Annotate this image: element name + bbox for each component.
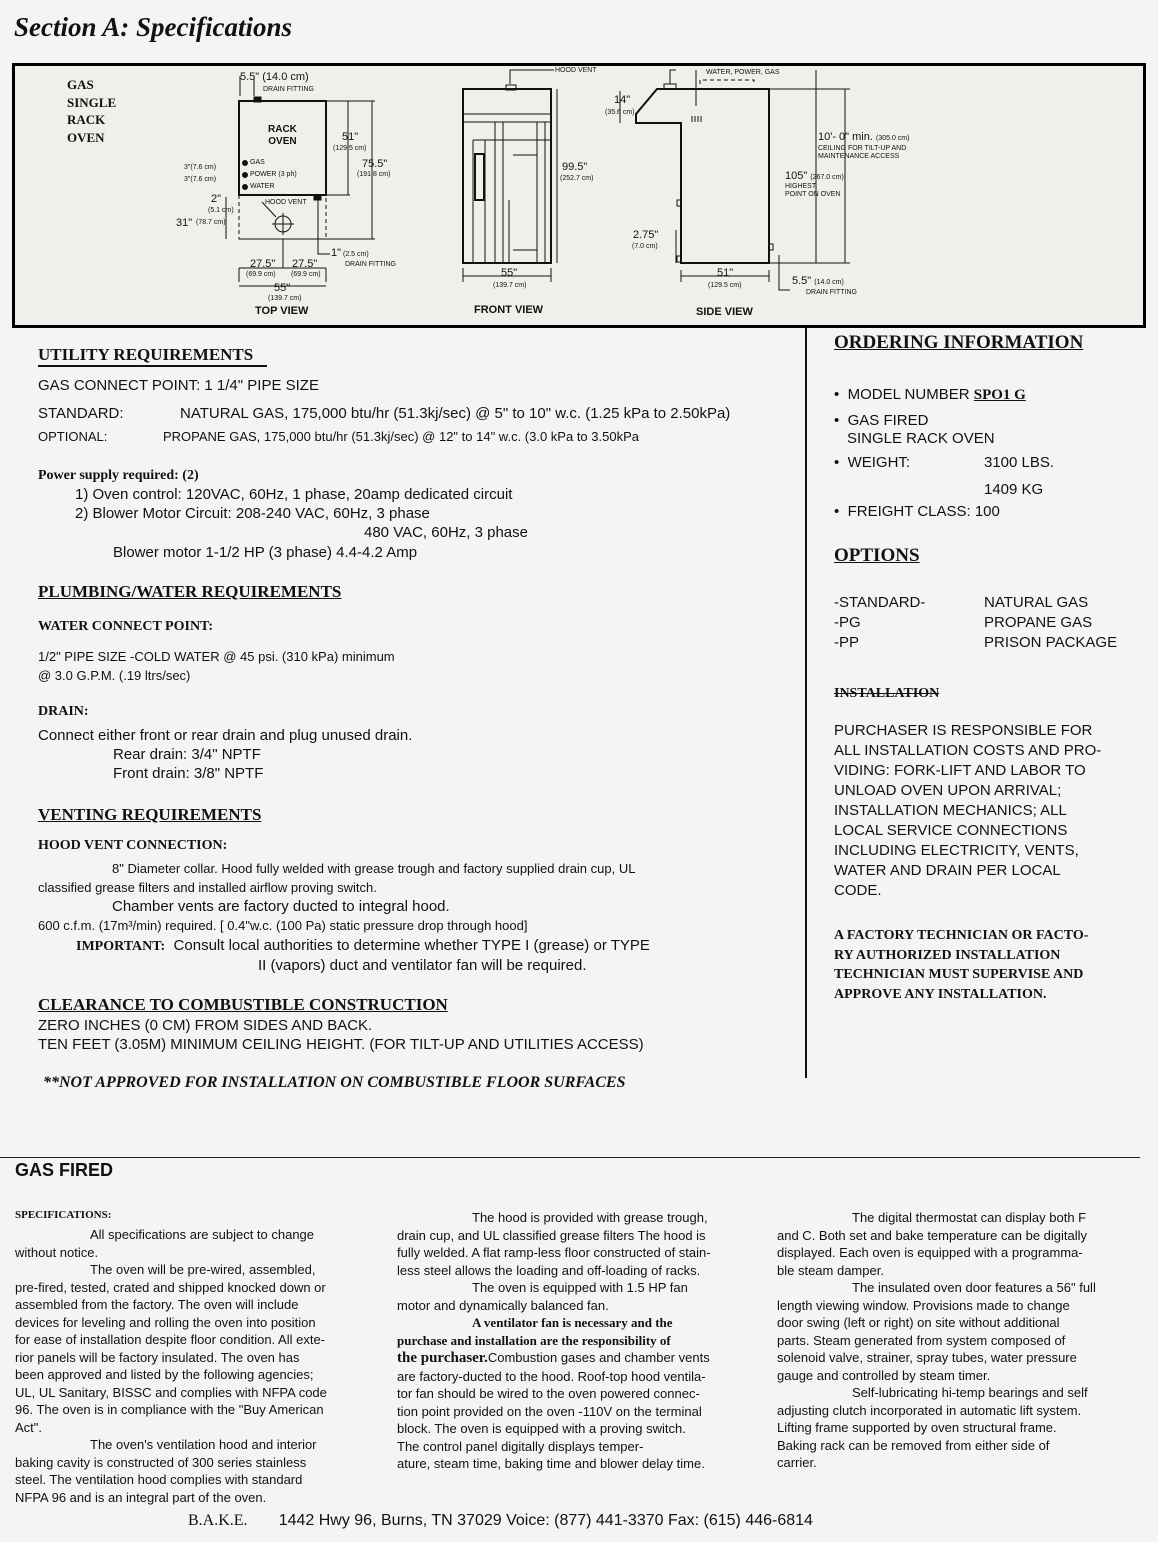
paragraph-line: NFPA 96 and is an integral part of the oven. [15, 1489, 267, 1505]
dim-75-cm: (191.8 cm) [357, 171, 391, 178]
type-line-1: GAS FIRED [847, 412, 929, 429]
dim-51-cm: (129.5 cm) [333, 145, 367, 152]
optional-label: OPTIONAL: [38, 429, 108, 444]
installation-line: INCLUDING ELECTRICITY, VENTS, [834, 842, 1079, 859]
dim-27a-cm: (69.9 cm) [246, 271, 276, 278]
venting-line: Chamber vents are factory ducted to integral hood. [112, 898, 450, 915]
options-heading: OPTIONS [834, 545, 920, 566]
gas-fired-column-2 [397, 1209, 711, 1473]
paragraph-line: fully welded. A flat ramp-less floor constructed of stain- [397, 1245, 711, 1260]
paragraph-line [397, 1349, 711, 1368]
label-line: OVEN [268, 136, 297, 147]
paragraph-line: length viewing window. Provisions made to change [777, 1297, 1070, 1313]
paragraph-line: gauge and controlled by steam timer. [777, 1367, 991, 1383]
drain-line: Connect either front or rear drain and plug unused drain. [38, 727, 413, 744]
installation-line: ALL INSTALLATION COSTS AND PRO- [834, 742, 1102, 759]
notice-line: TECHNICIAN MUST SUPERVISE AND [834, 967, 1084, 982]
label-side-drain: DRAIN FITTING [806, 289, 857, 296]
power-line: 1) Oven control: 120VAC, 60Hz, 1 phase, 20amp dedicated circuit [75, 486, 513, 503]
paragraph-line: rior panels will be factory insulated. The oven has [15, 1349, 300, 1365]
paragraph-line: solenoid valve, strainer, spray tubes, water pressure [777, 1350, 1077, 1365]
option-code: -PP [834, 634, 860, 651]
label-highest-2: POINT ON OVEN [785, 191, 841, 198]
paragraph-line: The oven will be pre-wired, assembled, [90, 1262, 316, 1277]
type-line-2: SINGLE RACK OVEN [847, 430, 995, 447]
label-rack-oven [268, 124, 297, 148]
type-line: • GAS FIRED [834, 412, 929, 429]
dim-27b-cm: (69.9 cm) [291, 271, 321, 278]
paragraph-line: UL, UL Sanitary, BISSC and complies with NFPA code [15, 1384, 327, 1400]
model-value: SPO1 G [973, 387, 1026, 403]
paragraph-line: been approved and listed by the following agencies; [15, 1367, 314, 1382]
dim-3a: 3"(7.6 cm) [184, 164, 217, 171]
label-top-view: TOP VIEW [255, 305, 309, 317]
dim-front-55-cm: (139.7 cm) [493, 282, 527, 289]
specifications-heading: SPECIFICATIONS: [15, 1209, 112, 1221]
dim-2-cm: (5.1 cm) [208, 207, 234, 214]
water-heading: WATER CONNECT POINT: [38, 619, 214, 634]
paragraph-line: All specifications are subject to change [90, 1227, 315, 1242]
dim-14-cm: (35.6 cm) [605, 109, 635, 116]
dim-105-cm: (267.0 cm) [810, 174, 844, 181]
paragraph-line: The insulated oven door features a 56" full [852, 1280, 1096, 1295]
dim-31-cm: (78.7 cm) [196, 219, 226, 226]
paragraph-line: Act". [15, 1419, 43, 1435]
page-title: Section A: Specifications [14, 12, 292, 42]
paragraph-line: carrier. [777, 1455, 817, 1470]
dim-99-cm: (252.7 cm) [560, 175, 594, 182]
product-label-line: GAS [67, 77, 94, 92]
dim-75: 75.5" [362, 158, 388, 170]
paragraph-line: and C. Both set and bake temperature can be digitally [777, 1227, 1088, 1243]
dim-55: 55" [274, 282, 291, 294]
dim-ceiling [818, 131, 909, 145]
label-ceiling-2: MAINTENANCE ACCESS [818, 153, 900, 160]
dim-side-drain-cm: (14.0 cm) [814, 279, 844, 286]
ordering-heading: ORDERING INFORMATION [834, 332, 1084, 353]
gas-fired-heading: GAS FIRED [15, 1160, 114, 1180]
installation-line: LOCAL SERVICE CONNECTIONS [834, 822, 1068, 839]
clearance-heading: CLEARANCE TO COMBUSTIBLE CONSTRUCTION [38, 995, 448, 1014]
option-desc: PRISON PACKAGE [984, 634, 1118, 651]
paragraph-line: baking cavity is constructed of 300 series stainless [15, 1454, 307, 1470]
dim-1: 1" [331, 247, 342, 259]
venting-heading: VENTING REQUIREMENTS [38, 805, 262, 824]
paragraph-line: without notice. [15, 1244, 99, 1260]
notice-line: RY AUTHORIZED INSTALLATION [834, 947, 1061, 963]
drain-heading: DRAIN: [38, 704, 89, 719]
notice-line: A FACTORY TECHNICIAN OR FACTO- [834, 928, 1089, 943]
paragraph-line: tor fan should be wired to the oven powered connec- [397, 1386, 700, 1401]
paragraph-line: drain cup, and UL classified grease filters The hood is [397, 1227, 706, 1243]
power-line: 480 VAC, 60Hz, 3 phase [364, 524, 528, 541]
label-gas: GAS [250, 159, 265, 166]
dim-105-value: 105" [785, 170, 808, 182]
power-heading: Power supply required: (2) [38, 468, 199, 483]
gas-fired-column-1 [15, 1226, 327, 1506]
clearance-line: ZERO INCHES (0 CM) FROM SIDES AND BACK. [38, 1017, 373, 1034]
label-hood-vent-front: HOOD VENT [555, 67, 597, 74]
bold-text: the purchaser. [397, 1350, 488, 1366]
option-desc: NATURAL GAS [984, 594, 1089, 611]
option-code: -PG [834, 614, 861, 631]
paragraph-line: displayed. Each oven is equipped with a programma- [777, 1245, 1083, 1260]
power-line: 2) Blower Motor Circuit: 208-240 VAC, 60Hz, 3 phase [75, 505, 430, 522]
paragraph-line: Self-lubricating hi-temp bearings and self [852, 1385, 1088, 1400]
label-highest-1: HIGHEST [785, 183, 817, 190]
model-label: MODEL NUMBER [847, 386, 970, 403]
power-line: Blower motor 1-1/2 HP (3 phase) 4.4-4.2 Amp [113, 544, 418, 561]
dim-55-cm: (139.7 cm) [268, 295, 302, 302]
important-note [76, 937, 650, 955]
paragraph-line: are factory-ducted to the hood. Roof-top hood ventila- [397, 1368, 706, 1384]
label-front-view: FRONT VIEW [474, 304, 544, 316]
water-line: 1/2" PIPE SIZE -COLD WATER @ 45 psi. (310 kPa) minimum [38, 649, 395, 664]
weight-label: WEIGHT: [847, 454, 911, 471]
paragraph-line: Baking rack can be removed from either side of [777, 1437, 1050, 1453]
label-utilities: WATER, POWER, GAS [706, 69, 780, 76]
dim-31: 31" [176, 217, 193, 229]
paragraph-line: less steel allows the loading and off-loading of racks. [397, 1262, 701, 1278]
paragraph-line: adjusting clutch incorporated in automatic lift system. [777, 1402, 1082, 1418]
paragraph-text: Combustion gases and chamber vents [487, 1350, 710, 1365]
product-label [67, 76, 116, 146]
installation-heading: INSTALLATION [834, 686, 940, 701]
clearance-line: TEN FEET (3.05M) MINIMUM CEILING HEIGHT. (FOR TILT-UP AND UTILITIES ACCESS) [38, 1036, 644, 1053]
paragraph-line: ble steam damper. [777, 1262, 884, 1278]
dim-105 [785, 170, 844, 184]
installation-text [834, 721, 1101, 901]
drain-line: Rear drain: 3/4" NPTF [113, 746, 261, 763]
column-divider [805, 327, 807, 1078]
dim-ceiling-cm: (305.0 cm) [875, 135, 910, 142]
installation-line: PURCHASER IS RESPONSIBLE FOR [834, 722, 1093, 739]
freight-text: FREIGHT CLASS: 100 [847, 503, 1000, 520]
footer-company: B.A.K.E. [188, 1512, 248, 1529]
front-view-oven-outline [463, 89, 551, 263]
dim-275: 2.75" [633, 229, 659, 241]
paragraph-line: motor and dynamically balanced fan. [397, 1297, 609, 1313]
paragraph-line: The oven is equipped with 1.5 HP fan [472, 1280, 688, 1295]
gas-connect-point: GAS CONNECT POINT: 1 1/4" PIPE SIZE [38, 377, 319, 394]
paragraph-line: The control panel digitally displays temper- [397, 1438, 644, 1454]
product-label-line: OVEN [67, 129, 105, 145]
dim-side-51: 51" [717, 267, 734, 279]
dim-side-drain [792, 275, 844, 289]
paragraph-line: door swing (left or right) on site without additional [777, 1315, 1060, 1330]
label-line: RACK [268, 124, 297, 135]
paragraph-line: The oven's ventilation hood and interior [90, 1437, 317, 1452]
paragraph-line: Lifting frame supported by oven structural frame. [777, 1420, 1057, 1435]
paragraph-line: The hood is provided with grease trough, [472, 1210, 708, 1225]
dim-ceiling-value: 10'- 0" min. [818, 131, 873, 143]
paragraph-line: parts. Steam generated from system composed of [777, 1332, 1066, 1348]
dim-side-drain-value: 5.5" [792, 275, 812, 287]
installation-line: VIDING: FORK-LIFT AND LABOR TO [834, 762, 1086, 779]
paragraph-line: assembled from the factory. The oven will include [15, 1297, 299, 1312]
optional-value: PROPANE GAS, 175,000 btu/hr (51.3kj/sec) @ 12" to 14" w.c. (3.0 kPa to 3.50kPa [163, 429, 639, 444]
combustible-floor-warning: **NOT APPROVED FOR INSTALLATION ON COMBUSTIBLE FLOOR SURFACES [43, 1074, 626, 1091]
top-view-oven-outline [239, 101, 326, 195]
paragraph-line: pre-fired, tested, crated and shipped knocked down or [15, 1279, 326, 1295]
label-drain-fitting-bottom: DRAIN FITTING [345, 261, 396, 268]
freight-class: • FREIGHT CLASS: 100 [834, 503, 1000, 520]
weight: • WEIGHT: [834, 454, 911, 471]
paragraph-line: ature, steam time, baking time and blower delay time. [397, 1456, 705, 1471]
hood-vent-heading: HOOD VENT CONNECTION: [38, 838, 228, 853]
paragraph-line: purchase and installation are the responsibility of [397, 1332, 671, 1348]
product-label-line: SINGLE [67, 94, 117, 110]
utility-heading: UTILITY REQUIREMENTS [38, 345, 267, 367]
paragraph-line: 96. The oven is in compliance with the "Buy American [15, 1402, 324, 1417]
paragraph-line: block. The oven is equipped with a proving switch. [397, 1421, 686, 1436]
paragraph-line: devices for leveling and rolling the oven into position [15, 1314, 316, 1330]
standard-value: NATURAL GAS, 175,000 btu/hr (51.3kj/sec) @ 5" to 10" w.c. (1.25 kPa to 2.50kPa) [180, 405, 731, 422]
plumbing-heading: PLUMBING/WATER REQUIREMENTS [38, 582, 342, 601]
dim-27b: 27.5" [292, 258, 318, 270]
standard-label: STANDARD: [38, 405, 124, 422]
installation-line: CODE. [834, 882, 882, 899]
dim-27a: 27.5" [250, 258, 276, 270]
paragraph-line: steel. The ventilation hood complies with standard [15, 1472, 303, 1487]
product-label-line: RACK [67, 112, 106, 127]
dim-drain-top: 5.5" (14.0 cm) [240, 71, 309, 83]
venting-line: classified grease filters and installed airflow proving switch. [38, 880, 377, 895]
dim-side-51-cm: (129.5 cm) [708, 282, 742, 289]
weight-lbs: 3100 LBS. [984, 454, 1055, 471]
label-ceiling-1: CEILING FOR TILT-UP AND [818, 145, 907, 152]
label-water: WATER [250, 183, 275, 190]
option-desc: PROPANE GAS [984, 614, 1093, 631]
label-hood-vent: HOOD VENT [265, 199, 307, 206]
dim-front-55: 55" [501, 267, 518, 279]
label-drain-fitting: DRAIN FITTING [263, 86, 314, 93]
dim-2: 2" [211, 193, 222, 205]
installation-notice [834, 926, 1088, 1004]
dim-1-cm: (2.5 cm) [343, 251, 369, 258]
footer-address: 1442 Hwy 96, Burns, TN 37029 Voice: (877) 441-3370 Fax: (615) 446-6814 [278, 1512, 813, 1529]
venting-line: 600 c.f.m. (17m³/min) required. [ 0.4"w.c. (100 Pa) static pressure drop through hood] [38, 918, 528, 933]
drain-line: Front drain: 3/8" NPTF [113, 765, 264, 782]
option-code: -STANDARD- [834, 594, 926, 611]
dim-275-cm: (7.0 cm) [632, 243, 658, 250]
dim-14: 14" [614, 94, 631, 106]
paragraph-line: tion point provided on the oven -110V on the terminal [397, 1403, 702, 1419]
paragraph-line: A ventilator fan is necessary and the [472, 1315, 673, 1330]
important-label: IMPORTANT: [76, 939, 166, 954]
paragraph-line: for ease of installation despite floor condition. All exte- [15, 1332, 326, 1347]
installation-line: INSTALLATION MECHANICS; ALL [834, 802, 1067, 819]
weight-kg: 1409 KG [984, 481, 1044, 498]
gas-fired-column-3 [777, 1209, 1096, 1472]
installation-line: WATER AND DRAIN PER LOCAL [834, 862, 1061, 879]
important-text: Consult local authorities to determine whether TYPE I (grease) or TYPE [173, 937, 650, 954]
label-power: POWER (3 ph) [250, 171, 297, 178]
model-number: • MODEL NUMBER SPO1 G [834, 386, 1026, 403]
dim-99: 99.5" [562, 161, 588, 173]
dim-51: 51" [342, 131, 359, 143]
footer [188, 1512, 813, 1530]
paragraph-line: The digital thermostat can display both F [852, 1210, 1087, 1225]
water-line: @ 3.0 G.P.M. (.19 ltrs/sec) [38, 668, 191, 683]
important-text-2: II (vapors) duct and ventilator fan will be required. [258, 957, 587, 974]
dim-3b: 3"(7.6 cm) [184, 176, 217, 183]
notice-line: APPROVE ANY INSTALLATION. [834, 986, 1047, 1002]
section-divider [0, 1157, 1140, 1158]
venting-line: 8" Diameter collar. Hood fully welded with grease trough and factory supplied drain cup, UL [112, 861, 636, 876]
label-side-view: SIDE VIEW [696, 306, 753, 318]
installation-line: UNLOAD OVEN UPON ARRIVAL; [834, 782, 1062, 799]
